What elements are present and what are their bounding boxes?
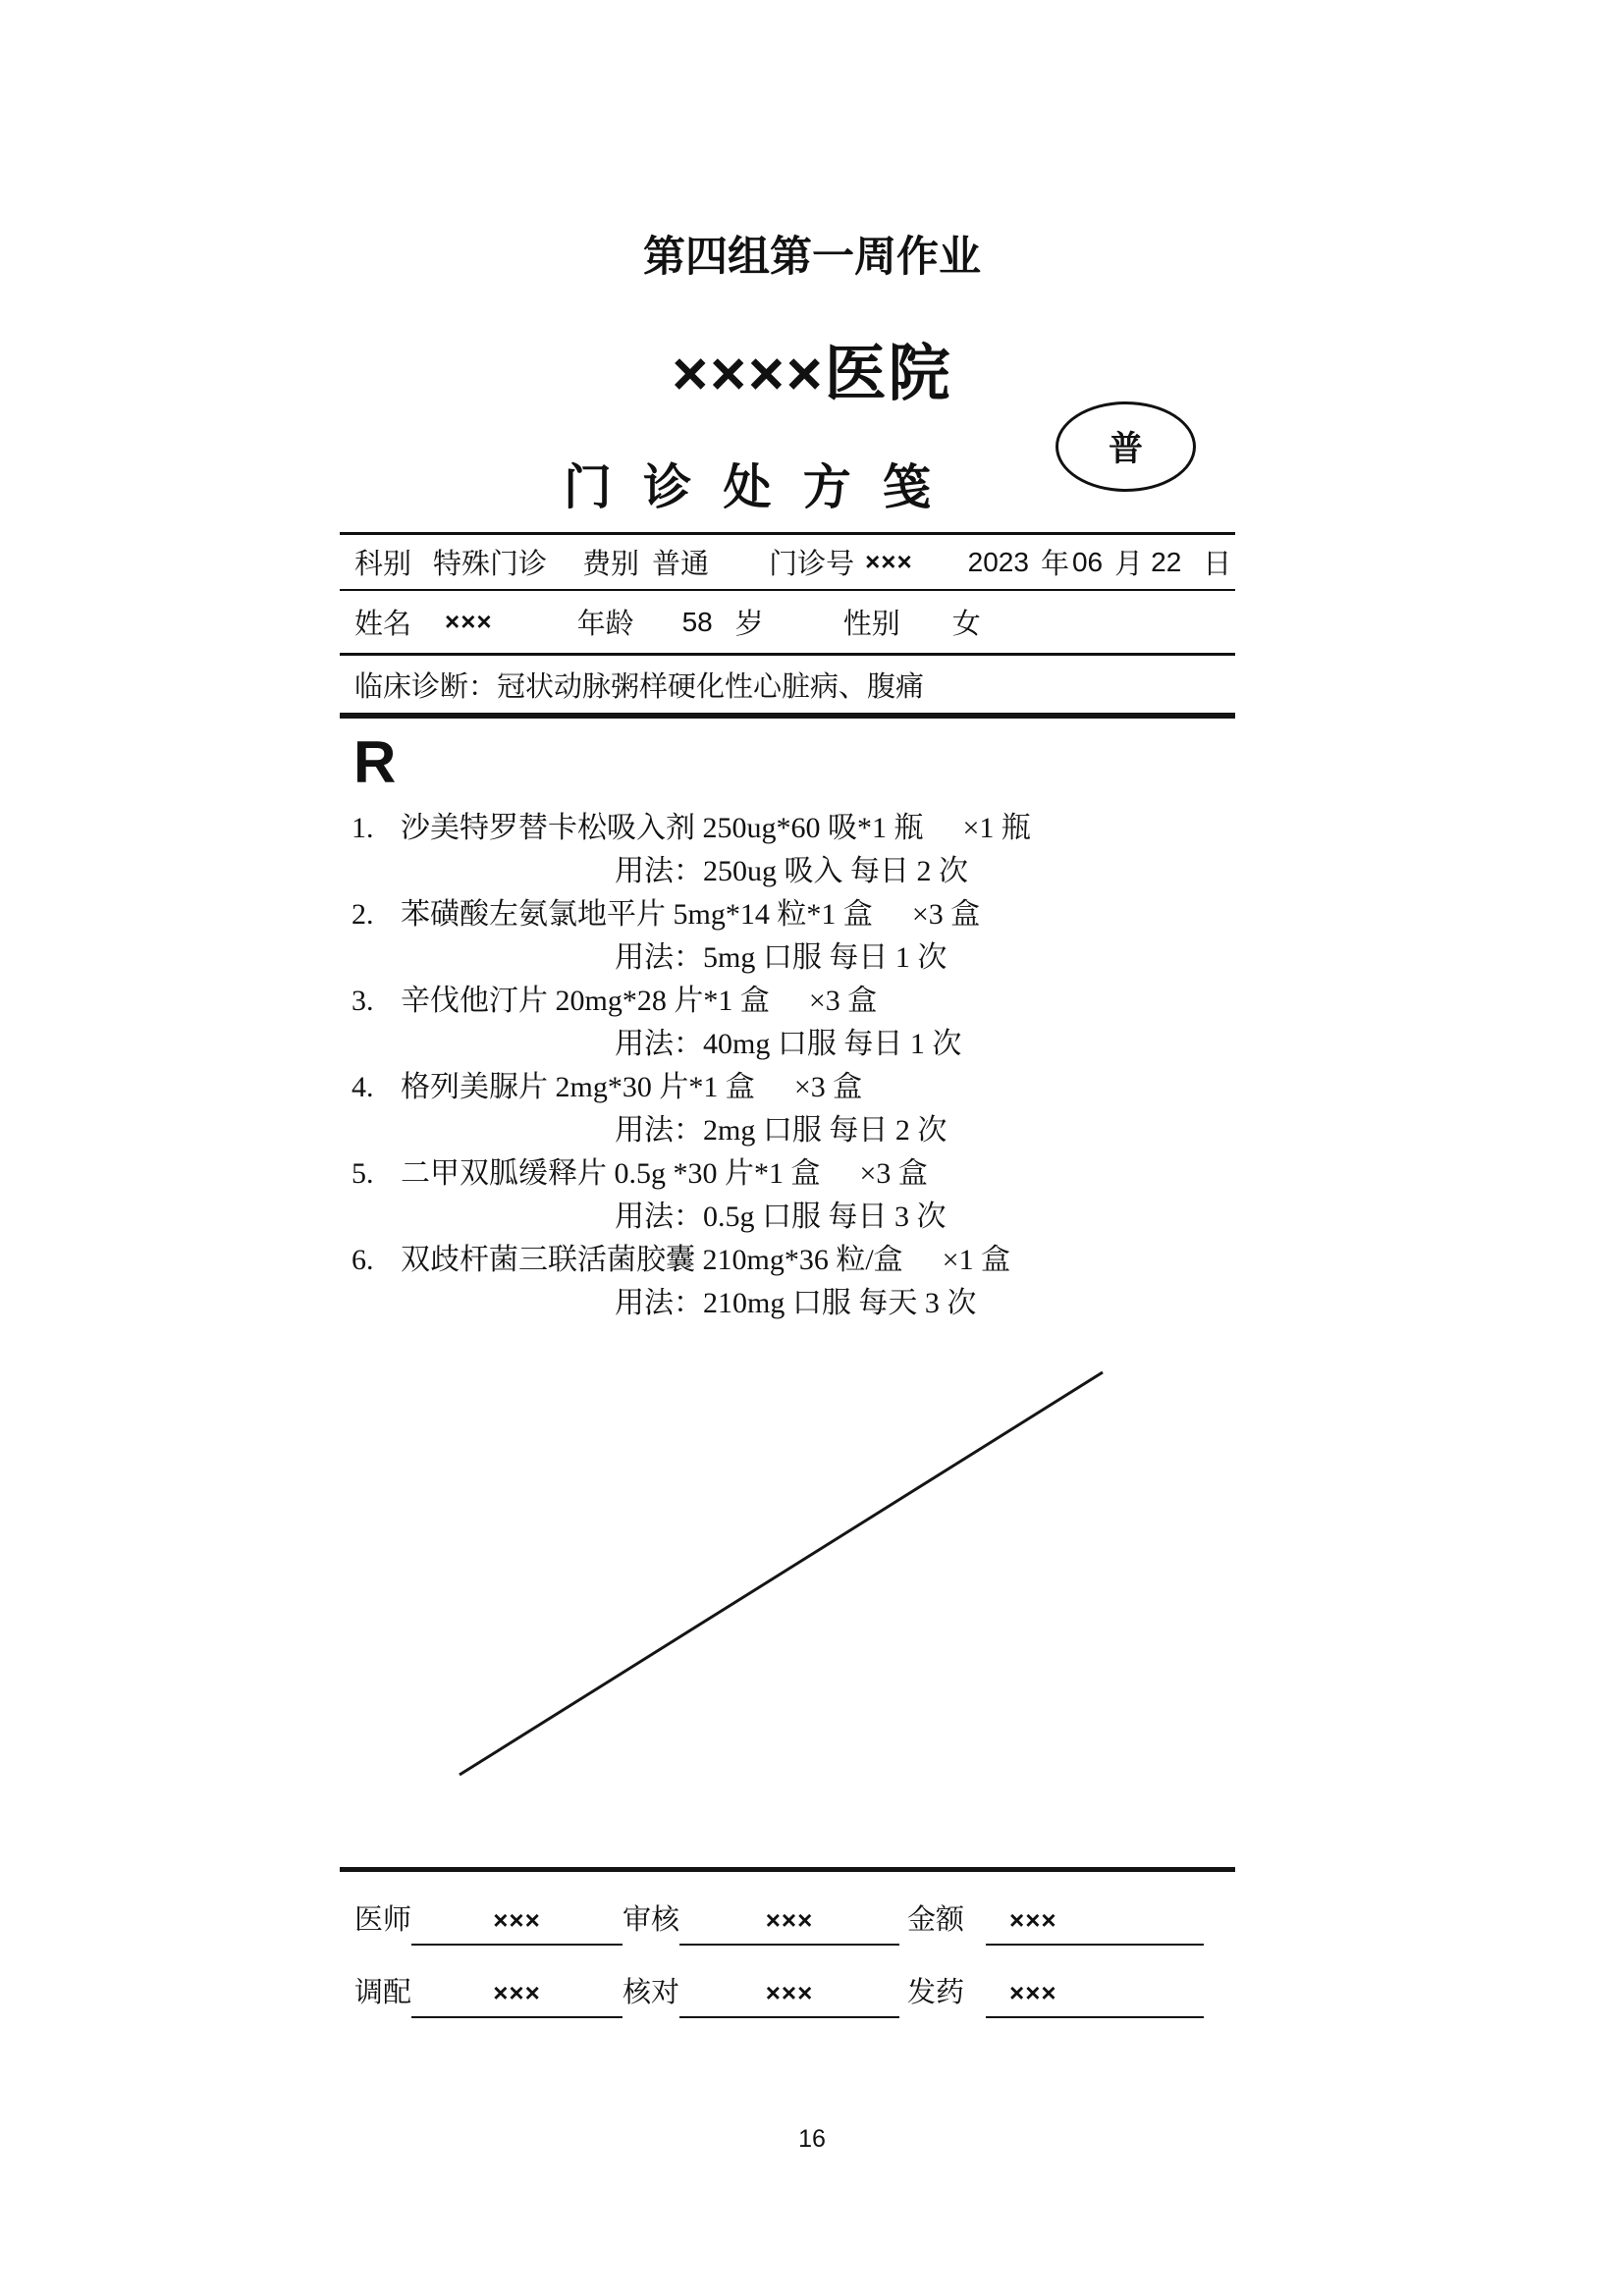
prescription-usage-5: 用法：0.5g 口服 每日 3 次: [615, 1201, 947, 1233]
date-day-unit: 日: [1203, 549, 1232, 580]
dept-label: 科别: [354, 549, 412, 580]
physician-label: 医师: [354, 1904, 412, 1936]
visit-number-value: ×××: [865, 547, 913, 576]
diagnosis-value: 冠状动脉粥样硬化性心脏病、腹痛: [497, 670, 925, 703]
dispense-value: ×××: [411, 1971, 623, 2018]
date-month: 06: [1071, 546, 1104, 577]
item-name: 沙美特罗替卡松吸入剂 250ug*60 吸*1 瓶: [401, 812, 924, 844]
item-number: 6.: [352, 1244, 374, 1276]
hospital-title: ××××医院: [672, 340, 952, 408]
age-unit: 岁: [734, 609, 764, 640]
physician-value: ×××: [411, 1898, 623, 1946]
prescription-usage-4: 用法：2mg 口服 每日 2 次: [615, 1114, 947, 1147]
prescription-usage-6: 用法：210mg 口服 每天 3 次: [615, 1287, 977, 1319]
diagnosis-label: 临床诊断：: [354, 670, 498, 703]
item-number: 4.: [352, 1071, 374, 1103]
amount-label: 金额: [907, 1904, 965, 1936]
bottom-divider: [340, 1867, 1235, 1872]
dispense-label: 调配: [354, 1977, 412, 2008]
item-quantity: ×3 盒: [808, 985, 878, 1017]
check-value: ×××: [679, 1971, 899, 2018]
form-title: 门 诊 处 方 笺: [563, 460, 941, 514]
issue-value: ×××: [986, 1971, 1204, 2018]
assignment-title: 第四组第一周作业: [643, 234, 981, 281]
prescription-usage-3: 用法：40mg 口服 每日 1 次: [615, 1028, 962, 1060]
page-number: 16: [798, 2125, 826, 2153]
item-quantity: ×3 盒: [859, 1157, 928, 1190]
fee-label: 费别: [582, 549, 640, 580]
item-name: 二甲双胍缓释片 0.5g *30 片*1 盒: [401, 1157, 821, 1190]
date-year: 2023: [967, 546, 1029, 577]
date-month-unit: 月: [1114, 549, 1144, 580]
item-quantity: ×1 瓶: [962, 812, 1031, 844]
item-number: 5.: [352, 1157, 374, 1190]
visit-number-label: 门诊号: [769, 549, 855, 580]
age-label: 年龄: [576, 609, 634, 640]
item-quantity: ×1 盒: [942, 1244, 1011, 1276]
check-label: 核对: [623, 1977, 680, 2008]
signature-row-2: [340, 1967, 1235, 2018]
signature-row-1: [340, 1895, 1235, 1946]
fee-value: 普通: [652, 549, 710, 580]
prescription-usage-2: 用法：5mg 口服 每日 1 次: [615, 941, 947, 974]
stamp-label: 普: [1108, 430, 1143, 468]
review-label: 审核: [623, 1904, 680, 1936]
patient-name-label: 姓名: [354, 609, 412, 640]
date-day: 22: [1151, 546, 1182, 577]
item-name: 苯磺酸左氨氯地平片 5mg*14 粒*1 盒: [401, 898, 873, 931]
sex-label: 性别: [842, 609, 900, 640]
item-number: 2.: [352, 898, 374, 931]
item-quantity: ×3 盒: [911, 898, 981, 931]
date-year-unit: 年: [1040, 549, 1069, 580]
age-value: 58: [681, 606, 713, 637]
prescription-usage-1: 用法：250ug 吸入 每日 2 次: [615, 855, 968, 887]
sex-value: 女: [951, 609, 981, 640]
review-value: ×××: [679, 1898, 899, 1946]
rx-symbol: R: [353, 729, 397, 795]
issue-label: 发药: [907, 1977, 965, 2008]
item-number: 3.: [352, 985, 374, 1017]
item-name: 格列美脲片 2mg*30 片*1 盒: [401, 1071, 755, 1103]
item-name: 辛伐他汀片 20mg*28 片*1 盒: [401, 985, 770, 1017]
item-quantity: ×3 盒: [793, 1071, 863, 1103]
item-number: 1.: [352, 812, 374, 844]
amount-value: ×××: [986, 1898, 1204, 1946]
patient-name-value: ×××: [445, 607, 493, 636]
item-name: 双歧杆菌三联活菌胶囊 210mg*36 粒/盒: [401, 1244, 903, 1276]
dept-value: 特殊门诊: [433, 549, 548, 580]
